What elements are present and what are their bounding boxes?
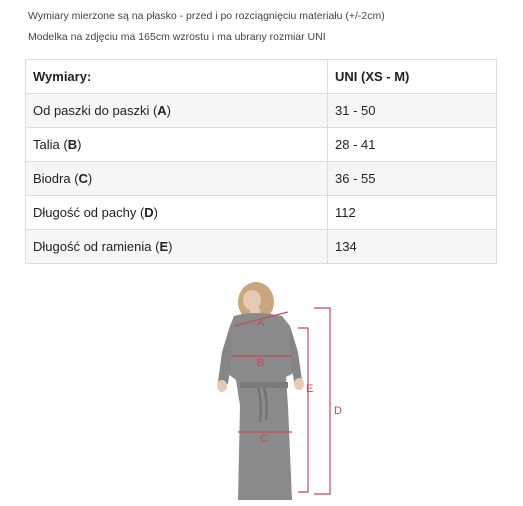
row-label-key: B <box>67 137 78 152</box>
table-row <box>26 162 497 196</box>
row-value: 31 - 50 <box>328 94 497 128</box>
face-shape <box>243 290 261 310</box>
intro-text <box>28 6 385 48</box>
dress-measurement-figure <box>200 282 360 506</box>
row-label-text: Długość od pachy ( <box>33 205 145 220</box>
row-label <box>26 162 328 196</box>
row-label <box>26 196 328 230</box>
row-label-suffix: ) <box>168 239 173 254</box>
measure-label-b: B <box>257 357 265 369</box>
row-label-text: Biodra ( <box>33 171 79 186</box>
intro-line-model-note: Modelka na zdjęciu ma 165cm wzrostu i ma ubrany rozmiar UNI <box>28 31 326 43</box>
row-label <box>26 230 328 264</box>
size-table-header-row <box>26 60 497 94</box>
table-row <box>26 128 497 162</box>
row-label-text: Długość od ramienia ( <box>33 239 160 254</box>
intro-line-measurement-note: Wymiary mierzone są na płasko - przed i po rozciągnięciu materiału (+/-2cm) <box>28 10 385 22</box>
measure-bracket-e <box>298 328 308 492</box>
row-label <box>26 128 328 162</box>
measure-label-d: D <box>334 405 342 417</box>
row-label-suffix: ) <box>87 171 93 186</box>
row-label-key: E <box>159 239 169 254</box>
row-label <box>26 94 328 128</box>
row-label-text: Talia ( <box>33 137 68 152</box>
row-value: 112 <box>328 196 497 230</box>
measure-label-c: C <box>260 433 268 445</box>
row-value: 134 <box>328 230 497 264</box>
table-row <box>26 196 497 230</box>
row-label-suffix: ) <box>153 205 159 220</box>
measure-label-e: E <box>306 383 314 395</box>
measure-label-a: A <box>257 317 265 329</box>
right-hand-shape <box>294 378 304 390</box>
row-label-key: D <box>144 205 154 220</box>
row-value: 28 - 41 <box>328 128 497 162</box>
row-label-suffix: ) <box>77 137 82 152</box>
row-value: 36 - 55 <box>328 162 497 196</box>
row-label-suffix: ) <box>166 103 172 118</box>
dress-illustration <box>200 282 360 506</box>
dress-shape <box>228 313 296 500</box>
header-size: UNI (XS - M) <box>328 60 497 94</box>
table-row <box>26 230 497 264</box>
row-label-key: A <box>157 103 167 118</box>
waistband-shape <box>240 382 288 388</box>
measure-bracket-d <box>314 308 330 494</box>
table-row <box>26 94 497 128</box>
row-label-text: Od paszki do paszki ( <box>33 103 158 118</box>
size-table <box>25 59 497 264</box>
left-hand-shape <box>217 380 227 392</box>
row-label-key: C <box>78 171 88 186</box>
header-measurement: Wymiary: <box>26 60 328 94</box>
